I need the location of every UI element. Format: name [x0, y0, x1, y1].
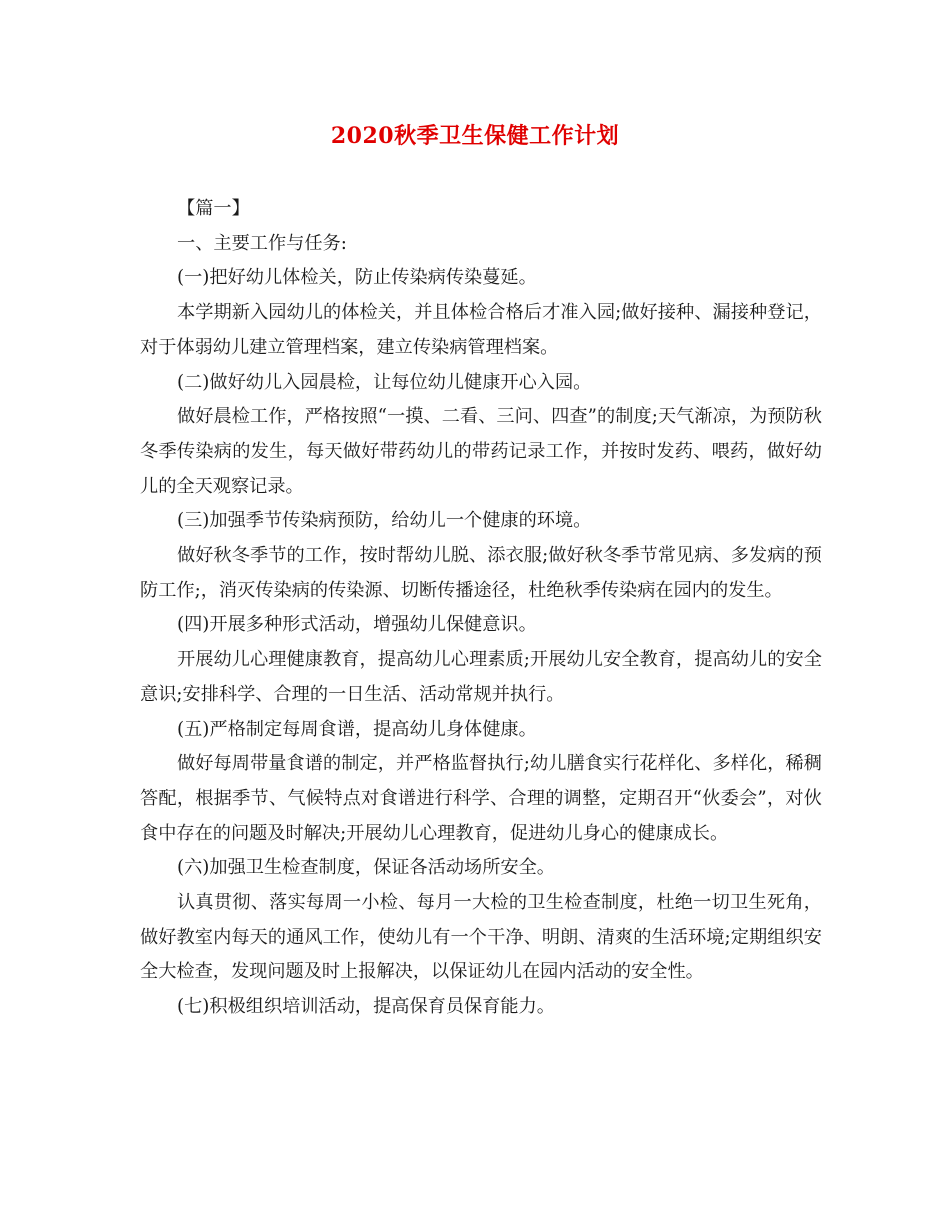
paragraph: 本学期新入园幼儿的体检关，并且体检合格后才准入园;做好接种、漏接种登记，对于体弱幼儿建立管理档案，建立传染病管理档案。 — [140, 302, 822, 358]
item-heading: (二)做好幼儿入园晨检，让每位幼儿健康开心入园。 — [177, 371, 592, 393]
section-heading: 【篇一】 — [177, 198, 250, 219]
item-heading: (一)把好幼儿体检关，防止传染病传染蔓延。 — [177, 267, 537, 289]
subheading: 一、主要工作与任务: — [177, 232, 347, 254]
paragraph: 认真贯彻、落实每周一小检、每月一大检的卫生检查制度，杜绝一切卫生死角，做好教室内每天的通风工作，使幼儿有一个干净、明朗、清爽的生活环境;定期组织安全大检查，发现问题及时上报解决，以保证幼儿在园内活动的安全性。 — [140, 892, 822, 983]
paragraph: 做好秋冬季节的工作，按时帮幼儿脱、添衣服;做好秋冬季节常见病、多发病的预防工作;，消灭传染病的传染源、切断传播途径，杜绝秋季传染病在园内的发生。 — [140, 545, 822, 601]
paragraph: 做好每周带量食谱的制定，并严格监督执行;幼儿膳食实行花样化、多样化，稀稠答配，根据季节、气候特点对食谱进行科学、合理的调整，定期召开“伙委会”，对伙食中存在的问题及时解决;开展幼儿心理教育，促进幼儿身心的健康成长。 — [140, 753, 822, 844]
document-body — [140, 192, 822, 1025]
item-heading: (四)开展多种形式活动，增强幼儿保健意识。 — [177, 614, 537, 636]
item-heading: (六)加强卫生检查制度，保证各活动场所安全。 — [177, 857, 555, 879]
document-title: 2020秋季卫生保健工作计划 — [330, 123, 620, 149]
paragraph: 开展幼儿心理健康教育，提高幼儿心理素质;开展幼儿安全教育，提高幼儿的安全意识;安排科学、合理的一日生活、活动常规并执行。 — [140, 649, 822, 705]
item-heading: (三)加强季节传染病预防，给幼儿一个健康的环境。 — [177, 510, 592, 532]
paragraph: 做好晨检工作，严格按照“一摸、二看、三问、四查”的制度;天气渐凉，为预防秋冬季传染病的发生，每天做好带药幼儿的带药记录工作，并按时发药、喂药，做好幼儿的全天观察记录。 — [140, 406, 822, 497]
item-heading: (五)严格制定每周食谱，提高幼儿身体健康。 — [177, 718, 537, 740]
item-heading: (七)积极组织培训活动，提高保育员保育能力。 — [177, 996, 555, 1018]
